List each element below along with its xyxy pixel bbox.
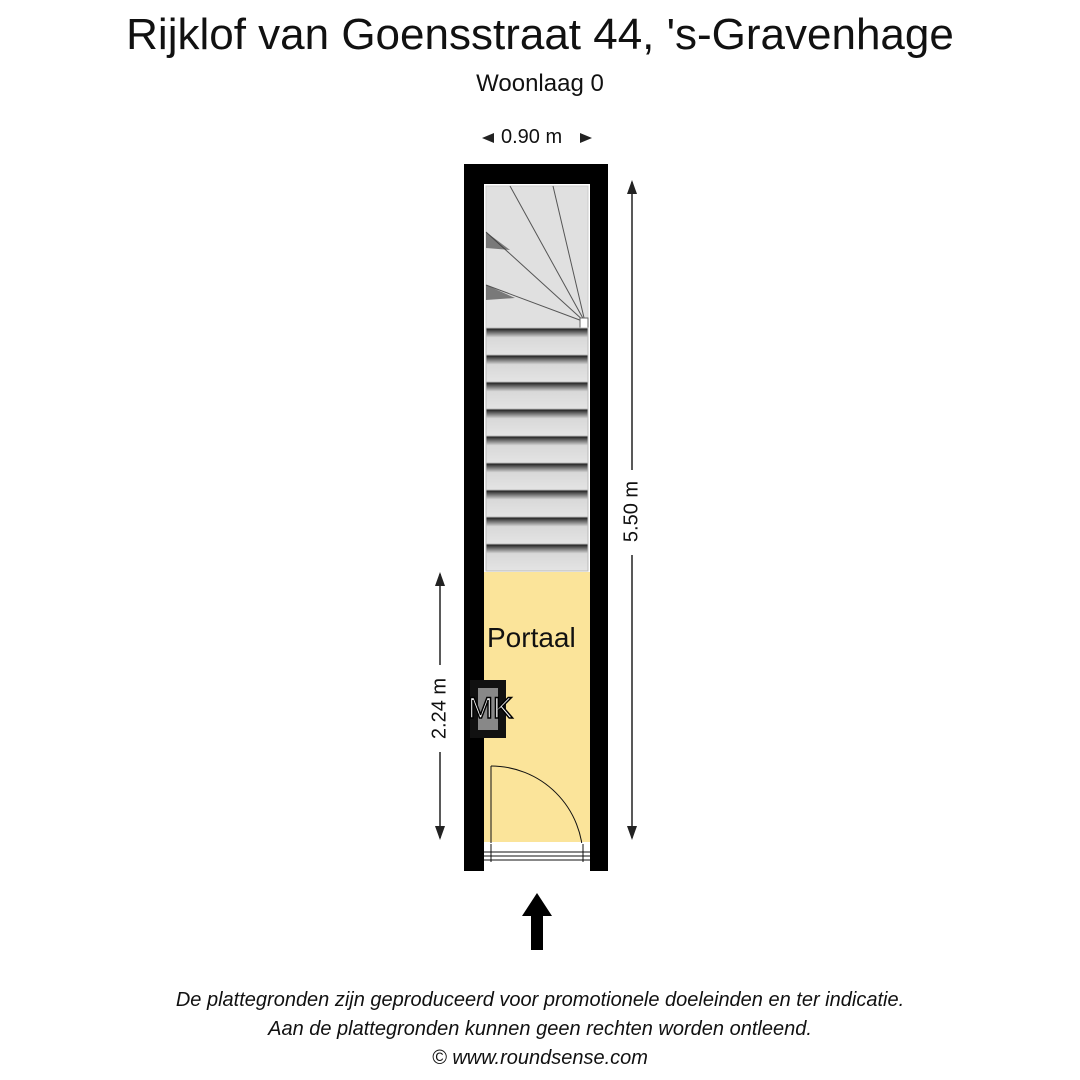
disclaimer [0, 986, 1080, 1073]
staircase [486, 186, 588, 571]
stair-step [486, 490, 588, 517]
room-label-portaal: Portaal [487, 622, 576, 653]
disclaimer-line-2: Aan de plattegronden kunnen geen rechten worden ontleend. [268, 1018, 812, 1040]
stair-step [486, 409, 588, 436]
length-dimension: 5.50 m [620, 480, 643, 543]
stair-step [486, 436, 588, 463]
room-label-mk: MK [468, 692, 513, 725]
stair-step [486, 328, 588, 355]
stair-step [486, 382, 588, 409]
entrance-arrow-icon [522, 893, 552, 950]
room-length-dimension: 2.24 m [428, 677, 451, 740]
stair-step [486, 355, 588, 382]
stair-step [486, 544, 588, 571]
disclaimer-line-1: De plattegronden zijn geproduceerd voor promotionele doeleinden en ter indicatie. [175, 989, 905, 1011]
width-dimension: 0.90 m [501, 126, 563, 148]
floor-subtitle: Woonlaag 0 [476, 70, 604, 97]
stair-step [486, 463, 588, 490]
stair-step [486, 517, 588, 544]
page-title: Rijklof van Goensstraat 44, 's-Gravenhage [126, 10, 954, 59]
copyright: © www.roundsense.com [432, 1047, 648, 1069]
